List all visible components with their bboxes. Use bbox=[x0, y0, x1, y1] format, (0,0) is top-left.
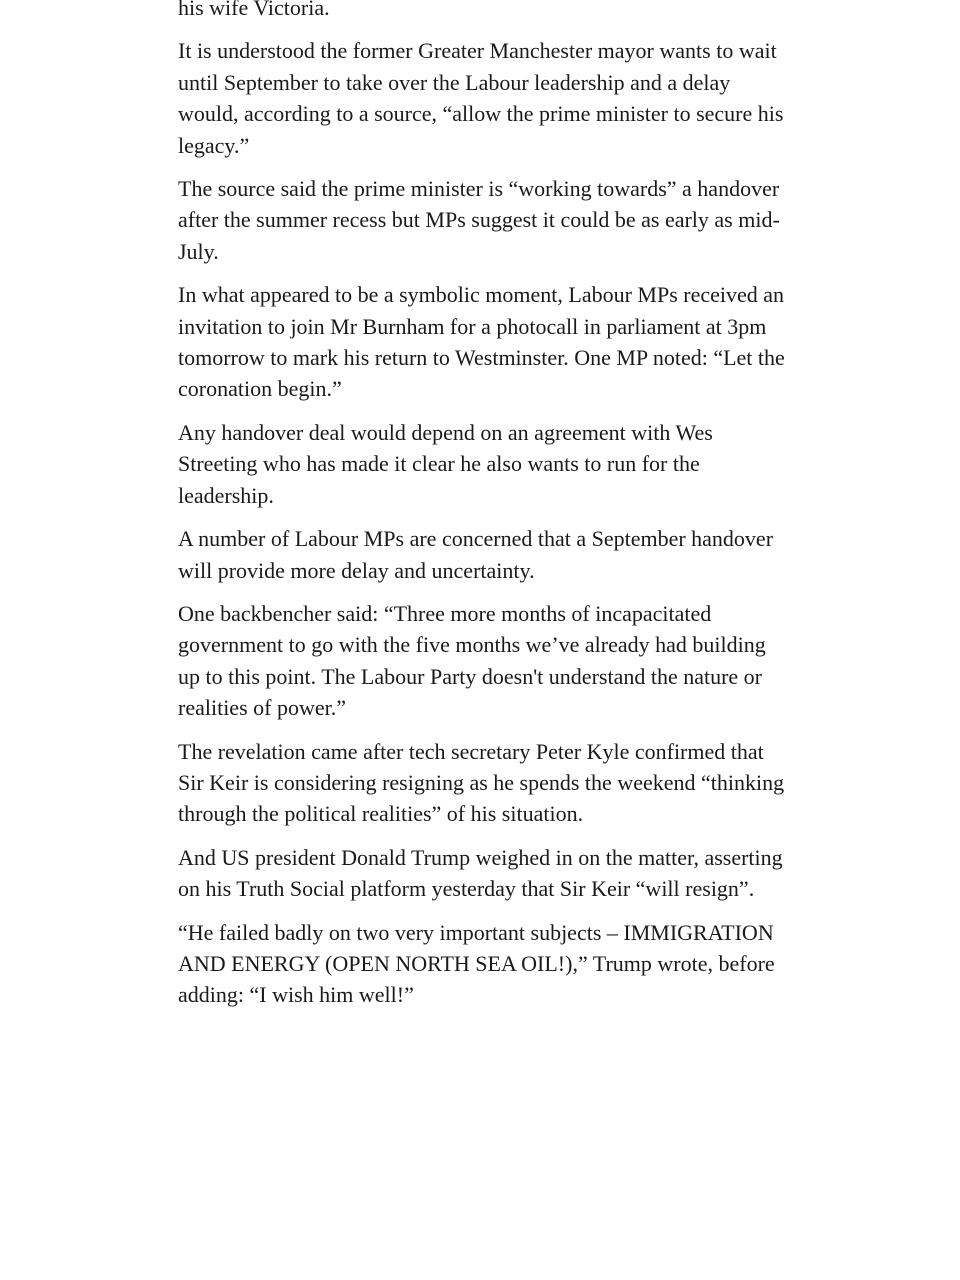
article-paragraph: One backbencher said: “Three more months of incapacitated government to go with the five months we’ve already had building up to this point. The Labour Party doesn't understand the nature or realities of power.” bbox=[178, 600, 766, 721]
article-paragraph: The revelation came after tech secretary Peter Kyle confirmed that Sir Keir is considering resigning as he spends the weekend “thinking through the political realities” of his situation. bbox=[178, 738, 785, 827]
article-paragraph: Any handover deal would depend on an agreement with Wes Streeting who has made it clear he also wants to run for the leadership. bbox=[178, 419, 713, 508]
article-paragraph: his wife Victoria. bbox=[178, 0, 330, 20]
article-paragraph: A number of Labour MPs are concerned that a September handover will provide more delay and uncertainty. bbox=[178, 526, 774, 583]
article-paragraph: And US president Donald Trump weighed in on the matter, asserting on his Truth Social platform yesterday that Sir Keir “will resign”. bbox=[178, 844, 783, 902]
article-paragraph: “He failed badly on two very important subjects – IMMIGRATION AND ENERGY (OPEN NORTH SEA OIL!),” Trump wrote, before adding: “I wish him well!” bbox=[178, 919, 775, 1008]
article-paragraph: In what appeared to be a symbolic moment, Labour MPs received an invitation to join Mr Burnham for a photocall in parliament at 3pm tomorrow to mark his return to Westminster. One MP noted: “Let the coronation begin.” bbox=[178, 282, 785, 402]
article-paragraph: The source said the prime minister is “working towards” a handover after the summer recess but MPs suggest it could be as early as mid-July. bbox=[178, 176, 780, 264]
article-paragraph: It is understood the former Greater Manchester mayor wants to wait until September to take over the Labour leadership and a delay would, according to a source, “allow the prime minister to secure his legacy.” bbox=[178, 38, 784, 158]
article-body bbox=[178, 0, 790, 1023]
